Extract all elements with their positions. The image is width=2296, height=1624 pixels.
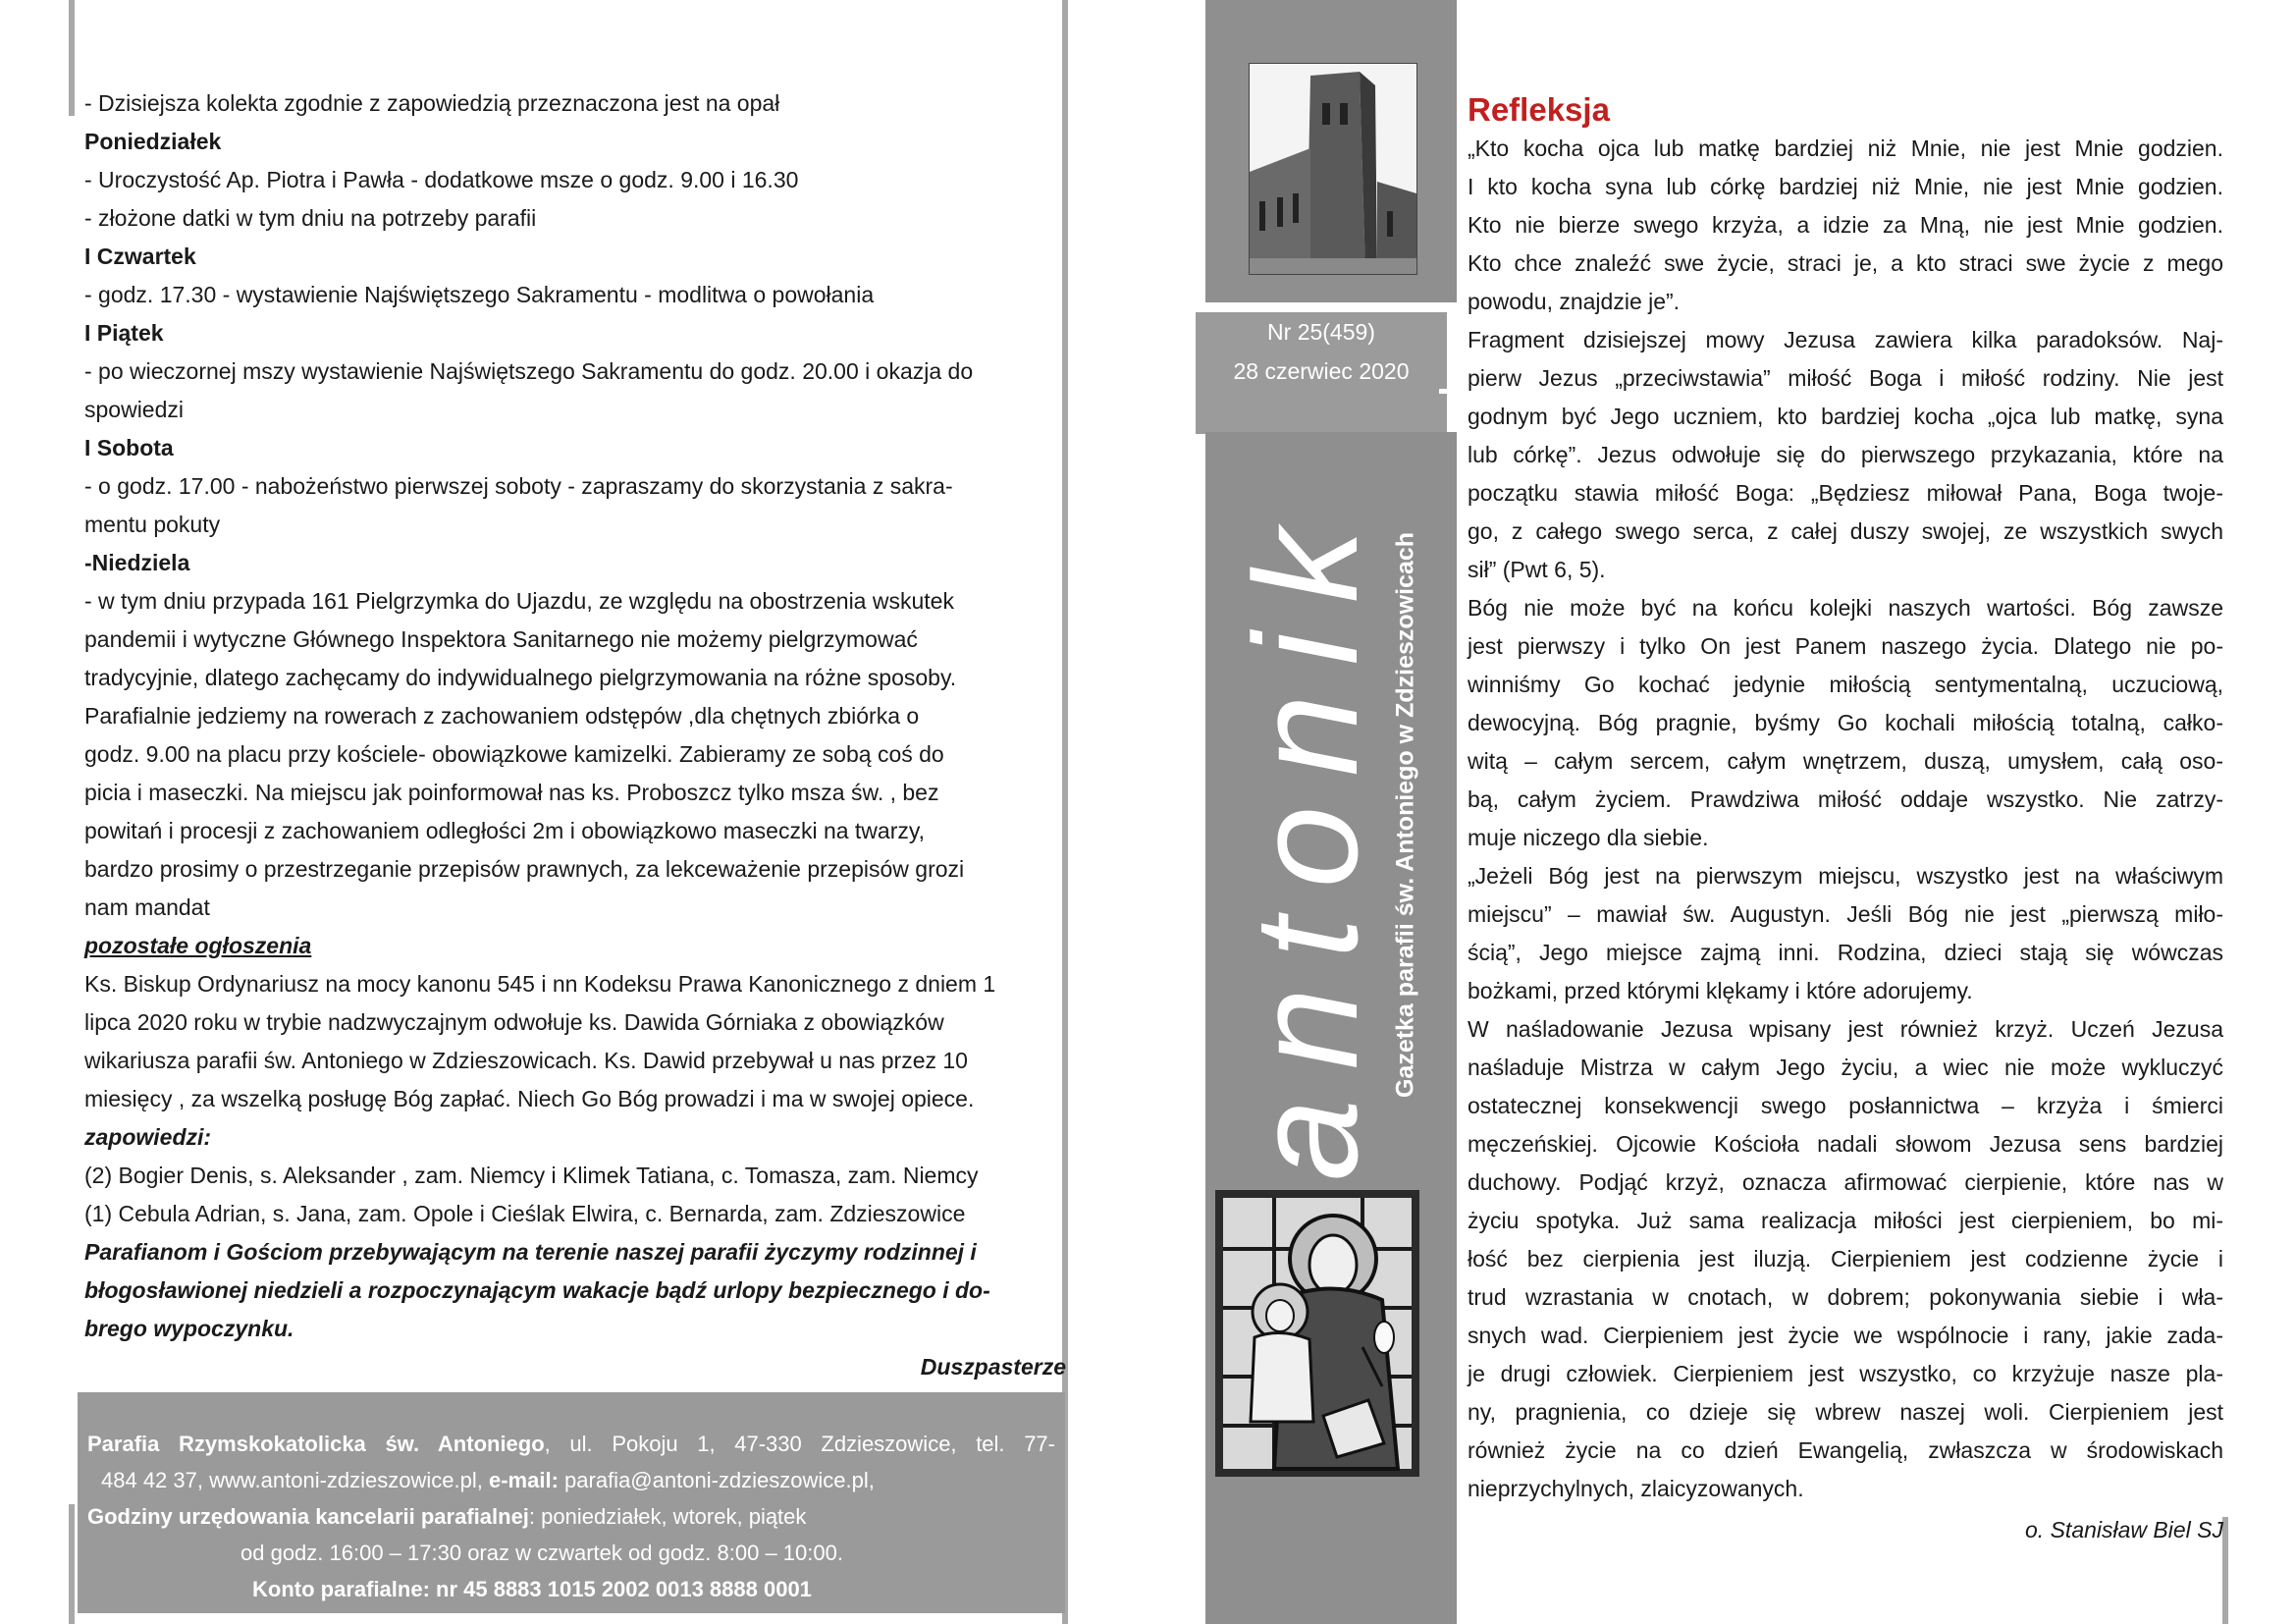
reflection-line: męczeńskiej. Ojcowie Kościoła nadali słowom Jezusa sens bardziej (1468, 1131, 2223, 1157)
parish-name: Parafia Rzymskokatolicka św. Antoniego (87, 1432, 545, 1456)
announcement-line: Poniedziałek (84, 129, 222, 154)
saint-anthony-stained-glass (1215, 1190, 1419, 1477)
announcement-line: godz. 9.00 na placu przy kościele- obowiązkowe kamizelki. Zabieramy ze sobą coś do (84, 741, 944, 767)
reflection-line: snych wad. Cierpieniem jest życie we wspólnocie i rany, jakie zada- (1468, 1323, 2223, 1348)
announcement-line: tradycyjnie, dlatego zachęcamy do indywidualnego pielgrzymowania na różne sposoby. (84, 665, 957, 690)
reflection-line: W naśladowanie Jezusa wpisany jest również krzyż. Uczeń Jezusa (1468, 1016, 2223, 1042)
office-hours-days: : poniedziałek, wtorek, piątek (528, 1504, 807, 1529)
masthead-subtitle-wrap (1378, 481, 1433, 1149)
announcement-line: - złożone datki w tym dniu na potrzeby parafii (84, 205, 537, 231)
reflection-line: bożkami, przed którymi klękamy i które adorujemy. (1468, 978, 1973, 1003)
reflection-line: „Jeżeli Bóg jest na pierwszym miejscu, wszystko jest na właściwym (1468, 863, 2223, 889)
reflection-line: Bóg nie może być na końcu kolejki naszych wartości. Bóg zawsze (1468, 595, 2223, 621)
bank-account: Konto parafialne: nr 45 8883 1015 2002 0013 8888 0001 (252, 1577, 812, 1601)
reflection-line: go, z całego swego serca, z całej duszy swojej, ze wszystkich swych (1468, 518, 2223, 544)
issue-box (1196, 312, 1447, 434)
reflection-line: nieprzychylnych, zlaicyzowanych. (1468, 1476, 1804, 1501)
announcement-line: Parafianom i Gościom przebywającym na terenie naszej parafii życzymy rodzinnej i (84, 1239, 977, 1265)
reflection-line: godnym być Jego uczniem, kto bardziej kocha „ojca lub matkę, syna (1468, 404, 2223, 429)
reflection-line: muje niczego dla siebie. (1468, 825, 1709, 850)
announcement-line: - Dzisiejsza kolekta zgodnie z zapowiedzią przeznaczona jest na opał (84, 90, 780, 116)
announcement-line: I Sobota (84, 435, 174, 460)
issue-box-tick (1439, 389, 1453, 394)
reflection-line: ostatecznej konsekwencji swego posłannictwa – krzyża i śmierci (1468, 1093, 2223, 1118)
announcement-line: zapowiedzi: (84, 1124, 212, 1150)
announcement-line: - godz. 17.30 - wystawienie Najświętszego Sakramentu - modlitwa o powołania (84, 282, 875, 307)
announcement-line: pandemii i wytyczne Głównego Inspektora Sanitarnego nie możemy pielgrzymować (84, 626, 918, 652)
reflection-body (1468, 130, 2223, 1508)
reflection-title: Refleksja (1468, 91, 1610, 128)
reflection-line: ny, pragnienia, co dzieje się wbrew naszej woli. Cierpieniem jest (1468, 1399, 2223, 1425)
announcement-line: brego wypoczynku. (84, 1316, 294, 1341)
reflection-line: również życie na co dzień Ewangelią, zwłaszcza w środowiskach (1468, 1437, 2223, 1463)
reflection-line: duchowy. Podjąć krzyż, oznacza afirmować cierpienie, które nas w (1468, 1169, 2223, 1195)
reflection-line: lub córkę”. Jezus odwołuje się do pierwszego przykazania, które na (1468, 442, 2223, 467)
announcement-line: picia i maseczki. Na miejscu jak poinformował nas ks. Proboszcz tylko msza św. , bez (84, 780, 939, 805)
office-hours-times: od godz. 16:00 – 17:30 oraz w czwartek od godz. 8:00 – 10:00. (240, 1541, 843, 1565)
announcement-line: Duszpasterze (920, 1354, 1066, 1380)
reflection-line: I kto kocha syna lub córkę bardziej niż Mnie, nie jest Mnie godzien. (1468, 174, 2223, 199)
masthead-title: antonik (1223, 500, 1388, 1181)
left-margin-rule (69, 0, 75, 116)
reflection-line: Kto nie bierze swego krzyża, a idzie za Mną, nie jest Mnie godzien. (1468, 212, 2223, 238)
announcement-line: - Uroczystość Ap. Piotra i Pawła - dodatkowe msze o godz. 9.00 i 16.30 (84, 167, 799, 192)
left-footer-rule (69, 1504, 75, 1624)
announcement-line: (1) Cebula Adrian, s. Jana, zam. Opole i Cieślak Elwira, c. Bernarda, zam. Zdzieszowice (84, 1201, 966, 1226)
reflection-line: łość bez cierpienia jest iluzją. Cierpieniem jest codzienne życie i (1468, 1246, 2223, 1272)
parish-footer (78, 1392, 1065, 1613)
announcement-line: - po wieczornej mszy wystawienie Najświętszego Sakramentu do godz. 20.00 i okazja do (84, 358, 974, 384)
announcement-line: Parafialnie jedziemy na rowerach z zachowaniem odstępów ,dla chętnych zbiórka o (84, 703, 920, 729)
announcement-line: spowiedzi (84, 397, 184, 422)
reflection-line: naśladuje Mistrza w całym Jego życiu, a wiec nie może wykluczyć (1468, 1055, 2223, 1080)
reflection-line: pierw Jezus „przeciwstawia” miłość Boga i miłość rodziny. Nie jest (1468, 365, 2223, 391)
announcement-line: I Piątek (84, 320, 164, 346)
announcement-line: powitań i procesji z zachowaniem odległości 2m i obowiązkowo maseczki na twarzy, (84, 818, 926, 843)
announcement-line: - o godz. 17.00 - nabożeństwo pierwszej soboty - zapraszamy do skorzystania z sakra- (84, 473, 953, 499)
reflection-line: bą, całym życiem. Prawdziwa miłość oddaje wszystko. Nie zatrzy- (1468, 786, 2223, 812)
announcement-line: pozostałe ogłoszenia (84, 933, 312, 958)
reflection-line: Kto chce znaleźć swe życie, straci je, a kto straci swe życie z mego (1468, 250, 2223, 276)
announcement-line: błogosławionej niedzieli a rozpoczynającym wakacje bądź urlopy bezpiecznego i do- (84, 1277, 990, 1303)
announcements-column (84, 84, 1066, 1386)
announcement-line: (2) Bogier Denis, s. Aleksander , zam. Niemcy i Klimek Tatiana, c. Tomasza, zam. Niemcy (84, 1163, 979, 1188)
announcement-line: - w tym dniu przypada 161 Pielgrzymka do Ujazdu, ze względu na obostrzenia wskutek (84, 588, 954, 614)
parish-phone-web: 484 42 37, www.antoni-zdzieszowice.pl, (101, 1468, 489, 1492)
email-label: e-mail: (489, 1468, 559, 1492)
reflection-line: miejscu” – mawiał św. Augustyn. Jeśli Bóg nie jest „pierwszą miło- (1468, 901, 2223, 927)
announcement-line: wikariusza parafii św. Antoniego w Zdzieszowicach. Ks. Dawid przebywał u nas przez 10 (84, 1048, 968, 1073)
reflection-line: „Kto kocha ojca lub matkę bardziej niż Mnie, nie jest Mnie godzien. (1468, 135, 2223, 161)
reflection-line: jest pierwszy i tylko On jest Panem naszego życia. Dlatego nie po- (1468, 633, 2223, 659)
reflection-article (1468, 84, 2223, 1549)
church-photo (1249, 63, 1417, 275)
masthead-wrap (1223, 500, 1388, 1181)
announcement-line: I Czwartek (84, 244, 196, 269)
reflection-line: dewocyjną. Bóg pragnie, byśmy Go kochali miłością totalną, całko- (1468, 710, 2223, 735)
issue-date: 28 czerwiec 2020 (1233, 358, 1410, 384)
announcement-line: -Niedziela (84, 550, 190, 575)
office-hours-label: Godziny urzędowania kancelarii parafialnej (87, 1504, 529, 1529)
reflection-line: życiu spotyka. Już sama realizacja miłości jest cierpieniem, bo mi- (1468, 1208, 2223, 1233)
email-link[interactable]: parafia@antoni-zdzieszowice.pl, (558, 1468, 875, 1492)
reflection-line: witą – całym sercem, całym wnętrzem, duszą, umysłem, całą oso- (1468, 748, 2223, 774)
reflection-line: ścią”, Jego miejsce zajmą inni. Rodzina, dzieci stają się wówczas (1468, 940, 2223, 965)
announcement-line: lipca 2020 roku w trybie nadzwyczajnym odwołuje ks. Dawida Górniaka z obowiązków (84, 1009, 944, 1035)
issue-number: Nr 25(459) (1267, 319, 1375, 345)
announcement-line: mentu pokuty (84, 512, 221, 537)
church-tower-image (1250, 64, 1416, 274)
reflection-line: trud wzrastania w cnotach, w dobrem; pokonywania siebie i wła- (1468, 1284, 2223, 1310)
masthead-subtitle: Gazetka parafii św. Antoniego w Zdzieszowicach (1391, 531, 1419, 1099)
reflection-line: sił” (Pwt 6, 5). (1468, 557, 1606, 582)
reflection-line: winniśmy Go kochać jedynie miłością sentymentalną, uczuciową, (1468, 672, 2223, 697)
saint-image (1215, 1190, 1419, 1477)
parish-address: , ul. Pokoju 1, 47-330 Zdzieszowice, tel. 77- (544, 1432, 1055, 1456)
reflection-line: Fragment dzisiejszej mowy Jezusa zawiera kilka paradoksów. Naj- (1468, 327, 2223, 352)
reflection-author: o. Stanisław Biel SJ (2025, 1517, 2223, 1543)
announcement-line: nam mandat (84, 894, 210, 920)
announcement-line: bardzo prosimy o przestrzeganie przepisów prawnych, za lekceważenie przepisów grozi (84, 856, 965, 882)
reflection-line: powodu, znajdzie je”. (1468, 289, 1681, 314)
reflection-line: je drugi człowiek. Cierpieniem jest wszystko, co krzyżuje nasze pla- (1468, 1361, 2223, 1386)
reflection-line: początku stawia miłość Boga: „Będziesz miłował Pana, Boga twoje- (1468, 480, 2223, 506)
announcement-line: miesięcy , za wszelką posługę Bóg zapłać. Niech Go Bóg prowadzi i ma w swojej opiece. (84, 1086, 975, 1111)
announcement-line: Ks. Biskup Ordynariusz na mocy kanonu 545 i nn Kodeksu Prawa Kanonicznego z dniem 1 (84, 971, 996, 997)
